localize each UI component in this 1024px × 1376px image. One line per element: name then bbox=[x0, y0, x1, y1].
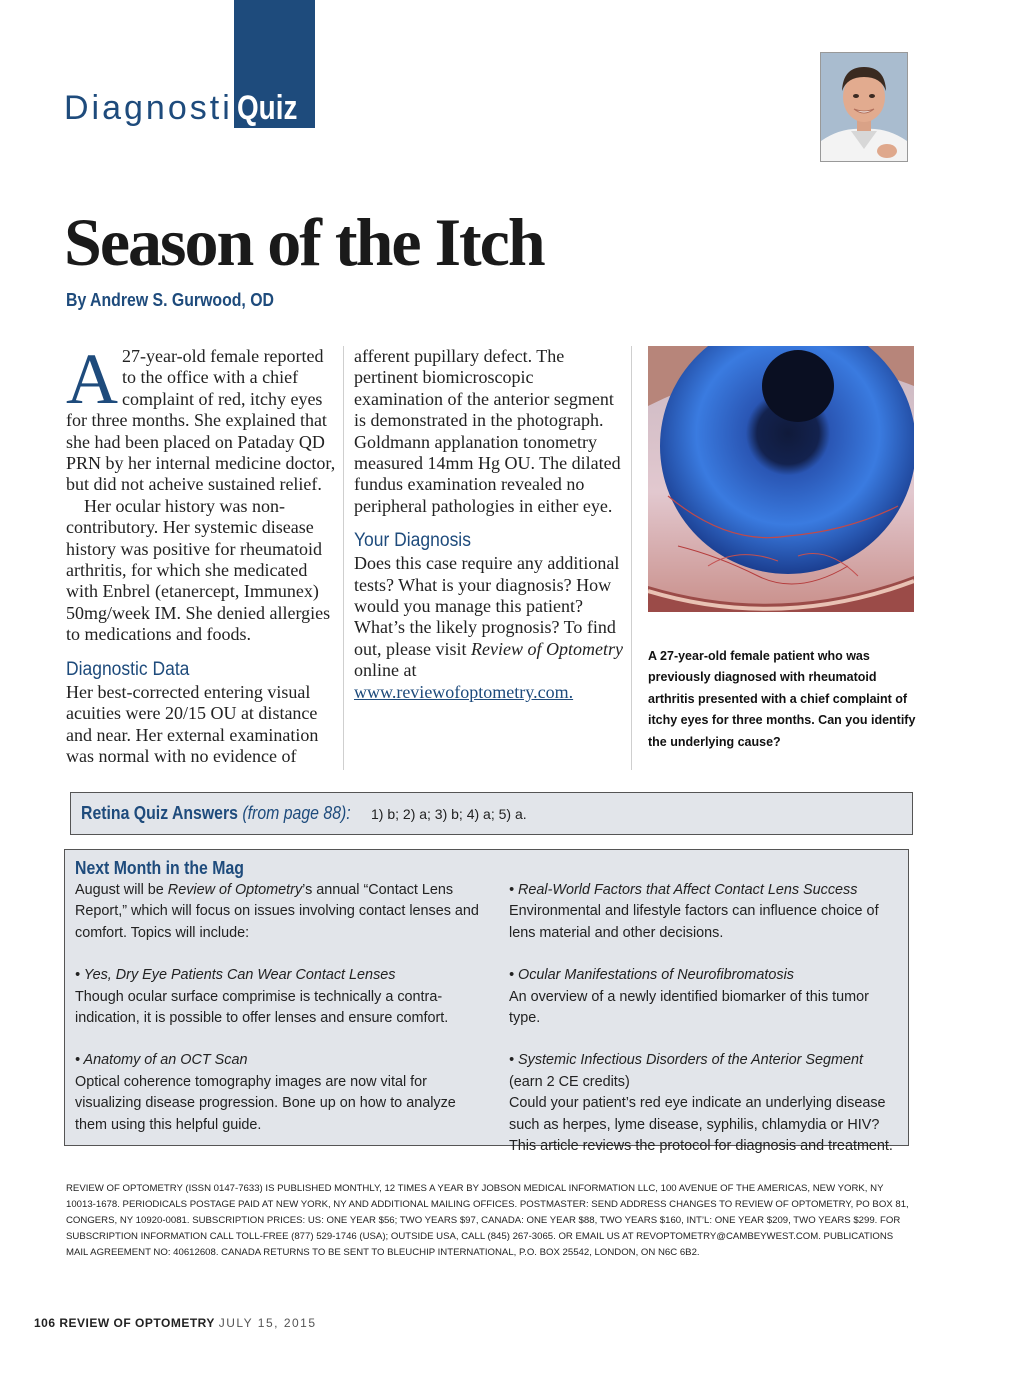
column-divider bbox=[343, 346, 344, 770]
next-month-left-column bbox=[75, 880, 485, 1136]
next-month-title: Next Month in the Mag bbox=[75, 858, 244, 878]
column-divider bbox=[631, 346, 632, 770]
footer-publication: REVIEW OF OPTOMETRY bbox=[59, 1316, 215, 1330]
next-month-item-desc: An overview of a newly identified biomarker of this tumor type. bbox=[509, 988, 869, 1027]
next-month-item-desc: Could your patient’s red eye indicate an underlying disease such as herpes, lyme disease, syphilis, chlamydia or HIV? This article reviews the protocol for diagnosis and treatment. bbox=[509, 1095, 893, 1155]
paragraph-4: Does this case require any additional tests? What is your diagnosis? How would you manage this patient? What’s the likely prognosis? To find out, please visit Review of Optometry online at www.reviewofoptometry.com. bbox=[354, 553, 623, 702]
paragraph-2: Her ocular history was non-contributory. Her systemic disease history was positive for rheumatoid arthritis, for which she medicated with Enbrel (etanercept, Immunex) 50mg/week IM. She denied allergies to medications and foods. bbox=[66, 495, 331, 645]
drop-cap: A bbox=[66, 339, 118, 419]
subhead-diagnostic-data: Diagnostic Data bbox=[66, 658, 190, 680]
article-column-2 bbox=[354, 346, 626, 703]
next-month-item-title: • Yes, Dry Eye Patients Can Wear Contact Lenses bbox=[75, 967, 396, 984]
next-month-item-title: • Anatomy of an OCT Scan bbox=[75, 1052, 248, 1069]
paragraph-3-continued: afferent pupillary defect. The pertinent biomicroscopic examination of the anterior segment is demonstrated in the photograph. Goldmann applanation tonometry measured 14mm Hg OU. The dilated fundus examination revealed no peripheral pathologies in either eye. bbox=[354, 346, 621, 516]
next-month-item-extra: (earn 2 CE credits) bbox=[509, 1073, 630, 1090]
quiz-answers-heading: Retina Quiz Answers bbox=[81, 803, 238, 823]
page-footer bbox=[34, 1316, 317, 1330]
next-month-intro: August will be Review of Optometry’s annual “Contact Lens Report,” which will focus on issues involving contact lenses and comfort. Topics will include: bbox=[75, 882, 479, 941]
masthead-statement: REVIEW OF OPTOMETRY (ISSN 0147-7633) IS PUBLISHED MONTHLY, 12 TIMES A YEAR BY JOBSON MEDICAL INFORMATION LLC, 100 AVENUE OF THE AMERICAS, NEW YORK, NY 10013-1678. PERIODICALS POSTAGE PAID AT NEW YORK, NY AND ADDITIONAL MAILING OFFICES. POSTMASTER: SEND ADDRESS CHANGES TO REVIEW OF OPTOMETRY, PO BOX 81, CONGERS, NY 10920-0081. SUBSCRIPTION PRICES: US: ONE YEAR $56; TWO YEARS $97, CANADA: ONE YEAR $88, TWO YEARS $160, INT’L: ONE YEAR $209, TWO YEARS $299. FOR SUBSCRIPTION INFORMATION CALL TOLL-FREE (877) 529-1746 (USA); OUTSIDE USA, CALL (845) 267-3065. OR EMAIL US AT REVOPTOMETRY@CAMBEYWEST.COM. PUBLICATIONS MAIL AGREEMENT NO: 40612608. CANADA RETURNS TO BE SENT TO BLEUCHIP INTERNATIONAL, P.O. BOX 25542, LONDON, ON N6C 6B2. bbox=[66, 1183, 909, 1258]
next-month-item-desc: Environmental and lifestyle factors can influence choice of lens material and other decisions. bbox=[509, 903, 879, 941]
footer-date: JULY 15, 2015 bbox=[218, 1316, 317, 1330]
figure-caption: A 27-year-old female patient who was previously diagnosed with rheumatoid arthritis presented with a chief complaint of itchy eyes for three months. Can you identify the underlying cause? bbox=[648, 649, 916, 749]
paragraph-3: Her best-corrected entering visual acuities were 20/15 OU at distance and near. Her external examination was normal with no evidence of bbox=[66, 681, 319, 766]
byline: By Andrew S. Gurwood, OD bbox=[66, 290, 274, 310]
next-month-item-title: • Real-World Factors that Affect Contact Lens Success bbox=[509, 882, 858, 898]
page-number: 106 bbox=[34, 1316, 56, 1330]
next-month-right-column bbox=[509, 880, 899, 1157]
next-month-item-title: • Ocular Manifestations of Neurofibromatosis bbox=[509, 967, 794, 984]
article-column-1 bbox=[66, 339, 336, 767]
next-month-item-title: • Systemic Infectious Disorders of the Anterior Segment bbox=[509, 1052, 864, 1069]
author-photo bbox=[820, 52, 908, 162]
next-month-box bbox=[64, 849, 909, 1155]
paragraph-1-text: 27-year-old female reported to the office with a chief complaint of red, itchy eyes for three months. She explained that she had been placed on Pataday QD PRN by her internal medicine doctor, but did not acheive sustained relief. bbox=[66, 346, 336, 495]
next-month-item-desc: Optical coherence tomography images are now vital for visualizing disease progression. Bone up on how to analyze them using this helpful guide. bbox=[75, 1073, 456, 1133]
article-headline: Season of the Itch bbox=[64, 204, 544, 280]
next-month-item-desc: Though ocular surface comprimise is technically a contra-indication, it is possible to offer lenses and ensure comfort. bbox=[75, 988, 449, 1027]
website-link[interactable]: www.reviewofoptometry.com. bbox=[354, 681, 574, 702]
quiz-answers-title bbox=[81, 803, 351, 824]
subhead-your-diagnosis: Your Diagnosis bbox=[354, 530, 471, 552]
quiz-answers-box bbox=[70, 792, 913, 835]
quiz-answers-text: 1) b; 2) a; 3) b; 4) a; 5) a. bbox=[371, 806, 527, 822]
section-label: Diagnostic bbox=[64, 89, 253, 127]
quiz-answers-page-ref: (from page 88): bbox=[242, 803, 351, 823]
section-label-accent: Quiz bbox=[237, 89, 298, 127]
paragraph-1 bbox=[66, 339, 336, 496]
eye-photograph bbox=[648, 346, 914, 612]
